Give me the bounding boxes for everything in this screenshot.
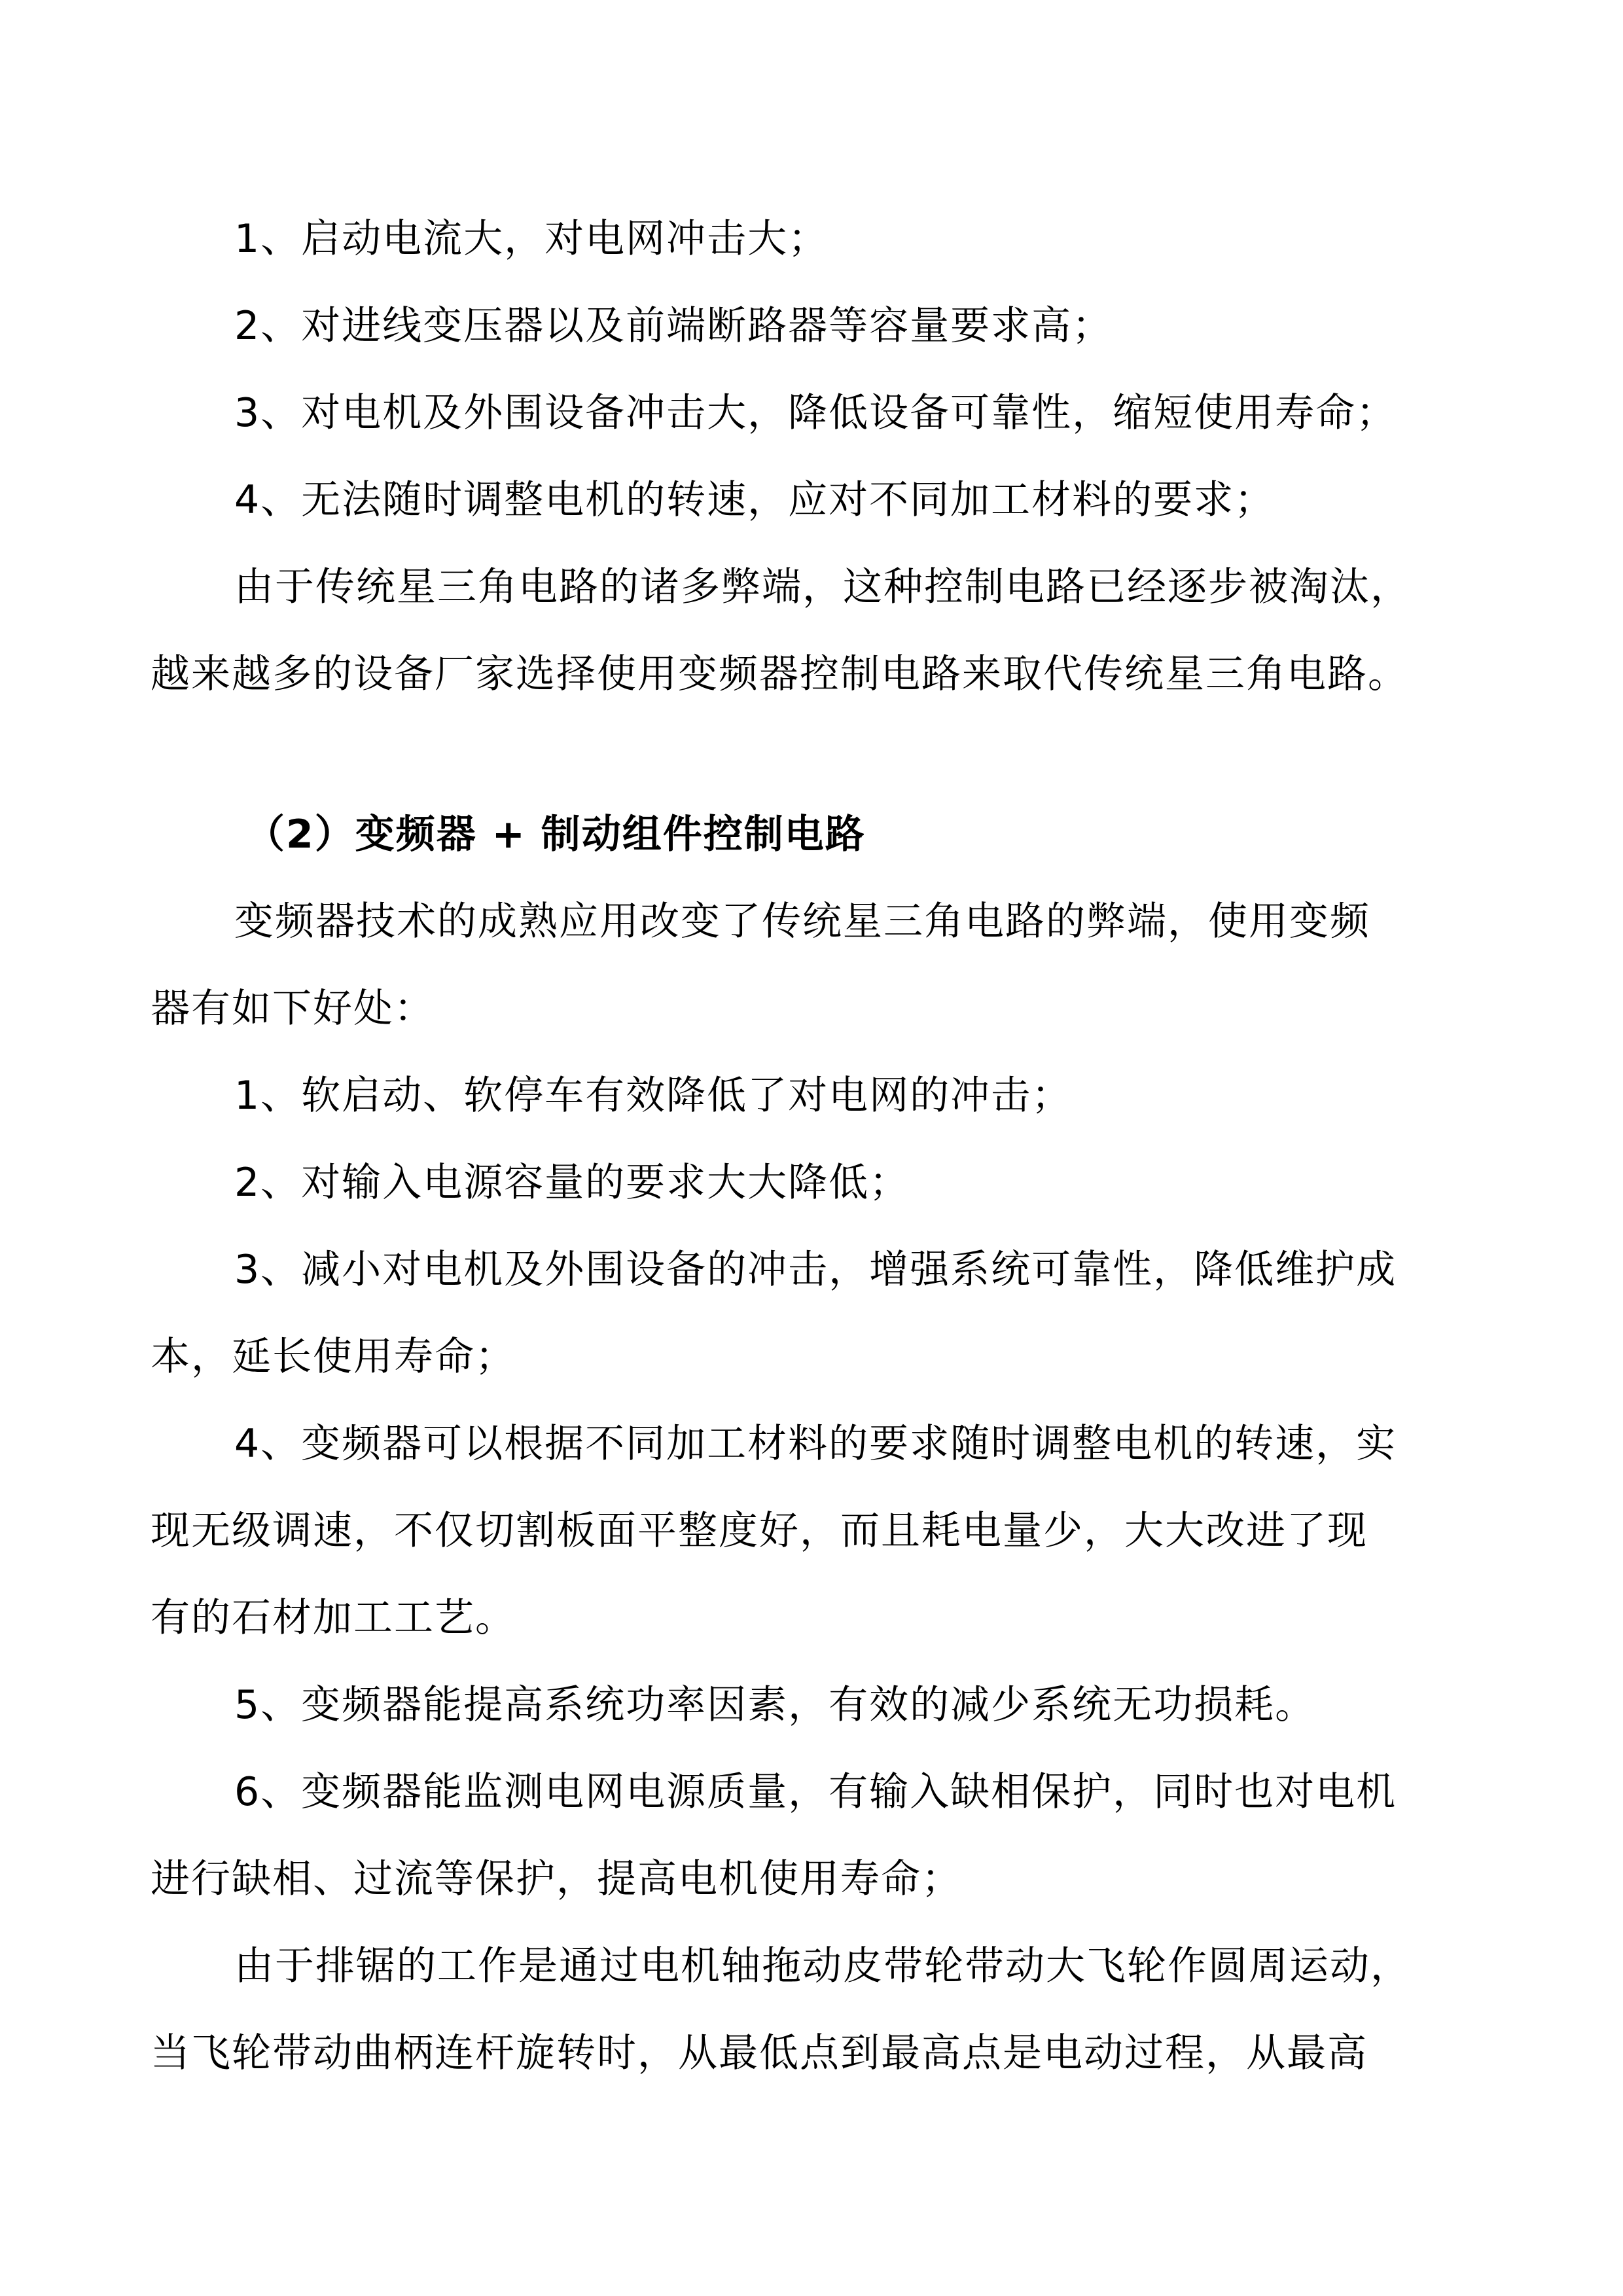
drawback-item-3: 3、对电机及外围设备冲击大，降低设备可靠性，缩短使用寿命； (234, 390, 1397, 436)
benefit-item-6-cont: 进行缺相、过流等保护，提高电机使用寿命； (151, 1856, 962, 1902)
benefit-item-5: 5、变频器能提高系统功率因素，有效的减少系统无功损耗。 (234, 1682, 1316, 1728)
intro-line-1: 变频器技术的成熟应用改变了传统星三角电路的弊端，使用变频 (234, 899, 1370, 944)
closing-line-1: 由于排锯的工作是通过电机轴拖动皮带轮带动大飞轮作圆周运动， (234, 1943, 1411, 1989)
benefit-item-1: 1、软启动、软停车有效降低了对电网的冲击； (234, 1073, 1073, 1119)
benefit-item-4: 4、变频器可以根据不同加工材料的要求随时调整电机的转速，实 (234, 1421, 1397, 1467)
intro-line-2: 器有如下好处： (151, 986, 435, 1031)
section-heading: （2）变频器 + 制动组件控制电路 (245, 812, 866, 857)
benefit-item-4-cont-2: 有的石材加工工艺。 (151, 1595, 516, 1641)
benefit-item-3-cont: 本，延长使用寿命； (151, 1334, 516, 1380)
drawback-item-1: 1、启动电流大，对电网冲击大； (234, 216, 829, 262)
benefit-item-4-cont-1: 现无级调速，不仅切割板面平整度好，而且耗电量少，大大改进了现 (151, 1508, 1368, 1554)
benefit-item-6: 6、变频器能监测电网电源质量，有输入缺相保护，同时也对电机 (234, 1769, 1397, 1815)
drawback-item-2: 2、对进线变压器以及前端断路器等容量要求高； (234, 303, 1113, 349)
benefit-item-2: 2、对输入电源容量的要求大大降低； (234, 1160, 910, 1206)
benefit-item-3: 3、减小对电机及外围设备的冲击，增强系统可靠性，降低维护成 (234, 1247, 1397, 1293)
conclusion-line-1: 由于传统星三角电路的诸多弊端，这种控制电路已经逐步被淘汰， (234, 564, 1411, 610)
drawback-item-4: 4、无法随时调整电机的转速，应对不同加工材料的要求； (234, 477, 1275, 523)
conclusion-line-2: 越来越多的设备厂家选择使用变频器控制电路来取代传统星三角电路。 (151, 651, 1408, 697)
closing-line-2: 当飞轮带动曲柄连杆旋转时，从最低点到最高点是电动过程，从最高 (151, 2030, 1368, 2076)
